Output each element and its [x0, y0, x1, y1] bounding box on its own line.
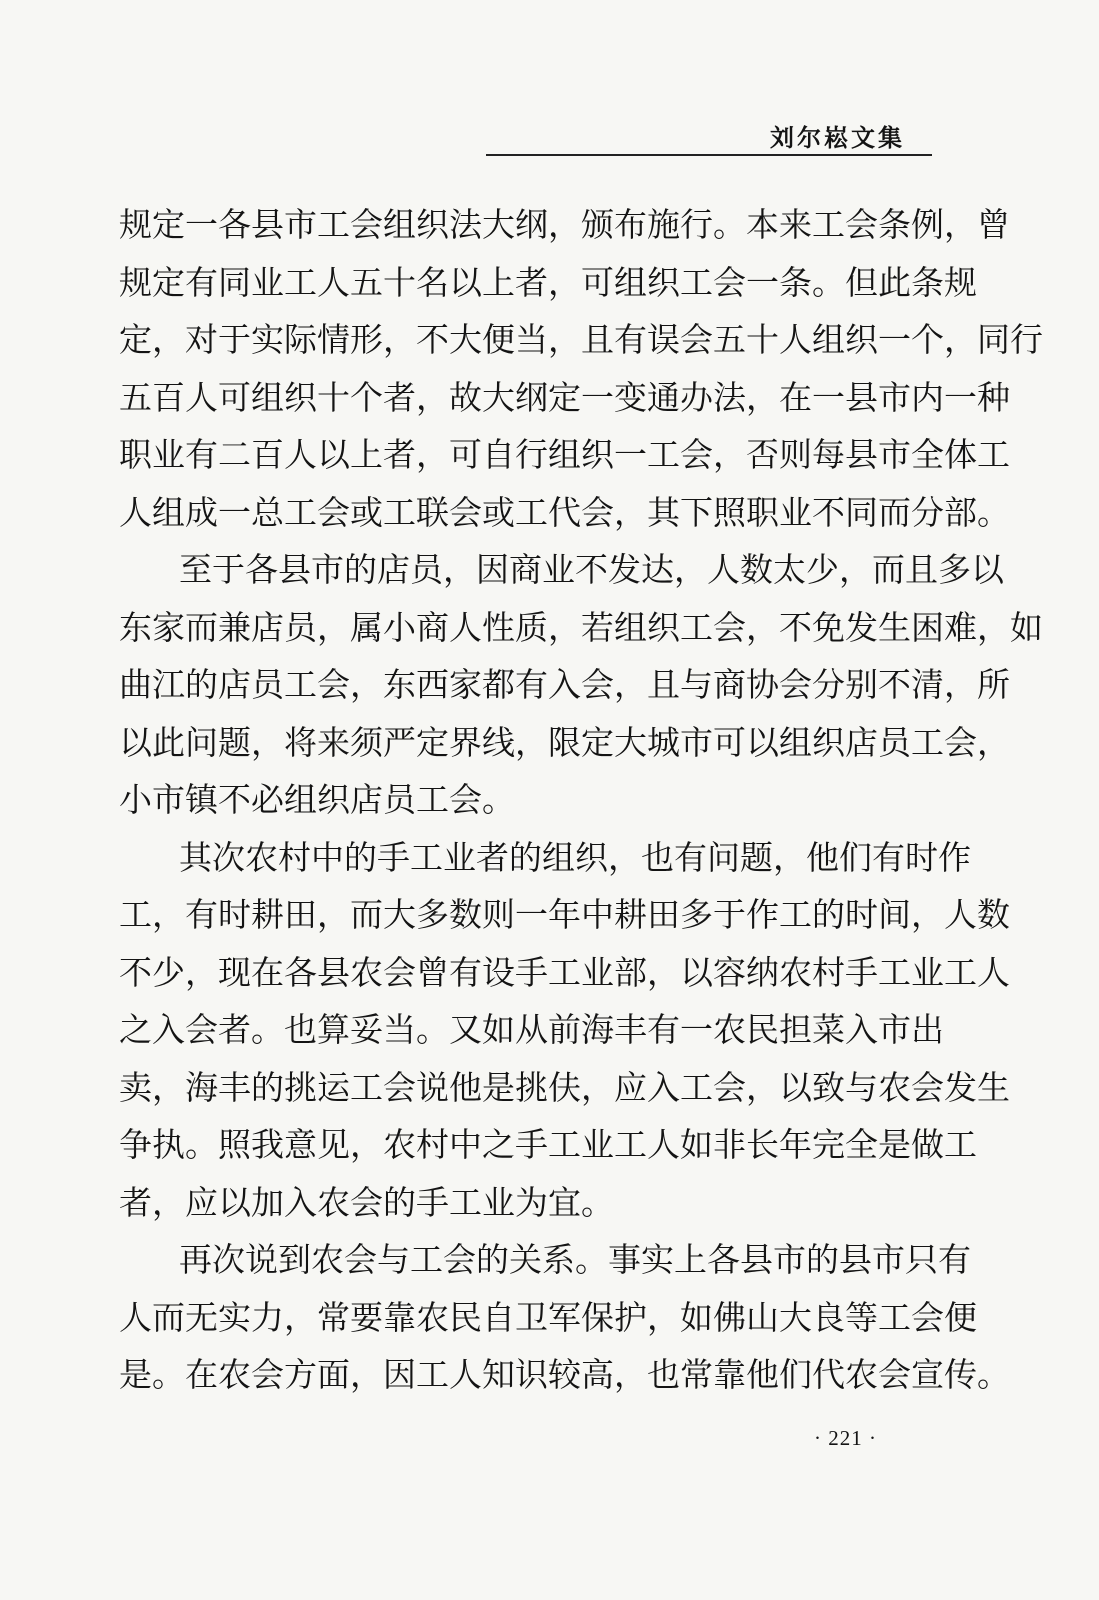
text-line: 以此问题，将来须严定界线，限定大城市可以组织店员工会， [119, 722, 1010, 762]
paragraph-start-line: 其次农村中的手工业者的组织，也有问题，他们有时作 [179, 837, 971, 877]
text-line: 人而无实力，常要靠农民自卫军保护，如佛山大良等工会便 [119, 1297, 977, 1337]
text-line: 不少，现在各县农会曾有设手工业部，以容纳农村手工业工人 [119, 952, 1010, 992]
text-line: 争执。照我意见，农村中之手工业工人如非长年完全是做工 [119, 1125, 977, 1164]
text-line: 东家而兼店员，属小商人性质，若组织工会，不免发生困难，如 [119, 607, 1043, 647]
text-line: 规定一各县市工会组织法大纲，颁布施行。本来工会条例，曾 [119, 205, 1010, 244]
text-line: 人组成一总工会或工联会或工代会，其下照职业不同而分部。 [119, 492, 1010, 532]
text-line: 者，应以加入农会的手工业为宜。 [119, 1182, 614, 1222]
running-title: 刘尔崧文集 [770, 123, 905, 152]
text-line: 定，对于实际情形，不大便当，且有误会五十人组织一个，同行 [119, 320, 1043, 359]
body-text [119, 196, 1043, 1404]
text-line: 是。在农会方面，因工人知识较高，也常靠他们代农会宣传。 [119, 1355, 1010, 1394]
text-line: 曲江的店员工会，东西家都有入会，且与商协会分别不清，所 [119, 665, 1010, 704]
text-line: 工，有时耕田，而大多数则一年中耕田多于作工的时间，人数 [119, 895, 1010, 934]
paragraph-start-line: 再次说到农会与工会的关系。事实上各县市的县市只有 [179, 1240, 971, 1279]
text-line: 五百人可组织十个者，故大纲定一变通办法，在一县市内一种 [119, 377, 1010, 417]
text-line: 小市镇不必组织店员工会。 [119, 780, 515, 819]
paragraph-start-line: 至于各县市的店员，因商业不发达，人数太少，而且多以 [179, 550, 1004, 589]
text-line: 之入会者。也算妥当。又如从前海丰有一农民担菜入市出 [119, 1010, 944, 1049]
text-line: 规定有同业工人五十名以上者，可组织工会一条。但此条规 [119, 262, 977, 302]
text-line: 职业有二百人以上者，可自行组织一工会，否则每县市全体工 [119, 435, 1010, 474]
text-line: 卖，海丰的挑运工会说他是挑伕，应入工会，以致与农会发生 [119, 1067, 1010, 1107]
header-rule [486, 154, 932, 156]
page-number: · 221 · [814, 1426, 877, 1450]
